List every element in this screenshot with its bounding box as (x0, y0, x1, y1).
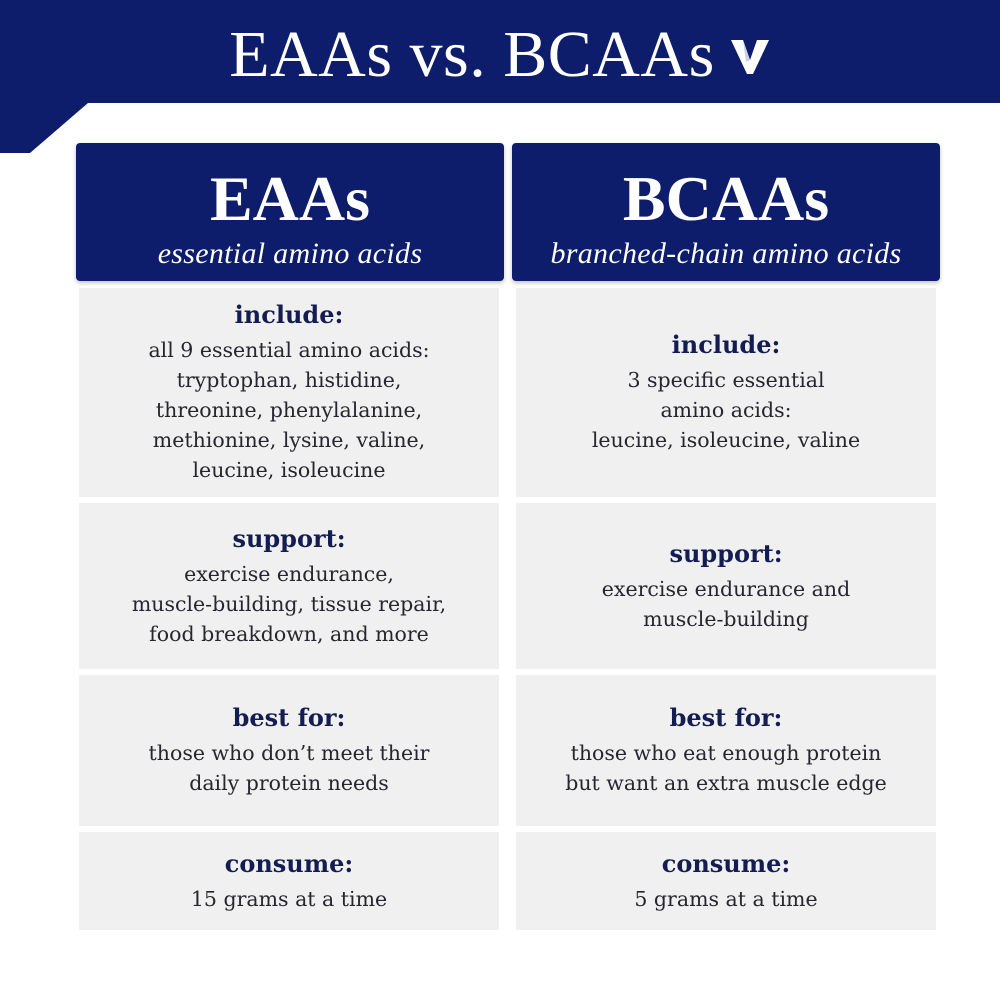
eaas-abbreviation: EAAs (209, 163, 371, 234)
cell-label: best for: (232, 703, 346, 732)
cell-text-line: exercise endurance, (184, 561, 394, 586)
bcaas-column-header (512, 143, 940, 281)
bcaas-best-for-cell (516, 675, 936, 826)
cell-text-line: amino acids: (660, 398, 792, 422)
eaas-column-header (76, 143, 504, 281)
cell-text-line: tryptophan, histidine, (176, 368, 402, 392)
banner-notch (0, 103, 88, 153)
bcaas-support-cell (516, 503, 936, 669)
cell-text-line: but want an extra muscle edge (565, 771, 887, 795)
eaas-best-for-cell (79, 675, 499, 826)
cell-label: include: (234, 300, 344, 329)
eaas-full-name: essential amino acids (157, 237, 423, 270)
cell-text-line: 15 grams at a time (190, 886, 388, 911)
title-bar (0, 0, 1000, 103)
cell-text-line: 3 specific essential (627, 368, 825, 392)
eaas-support-cell (79, 503, 499, 669)
bcaas-include-cell (516, 288, 936, 497)
cell-label: consume: (661, 848, 791, 878)
cell-text-line: methionine, lysine, valine, (152, 428, 426, 452)
cell-text-line: muscle-building (643, 606, 809, 631)
cell-text-line: food breakdown, and more (149, 621, 429, 646)
cell-label: consume: (224, 848, 354, 878)
cell-text-line: daily protein needs (189, 771, 389, 795)
cell-text-line: leucine, isoleucine (192, 458, 386, 482)
cell-text-line: leucine, isoleucine, valine (591, 428, 861, 452)
bcaas-consume-cell (516, 832, 936, 930)
cell-text-line: 5 grams at a time (634, 886, 818, 911)
cell-label: support: (232, 523, 346, 553)
cell-text-line: muscle-building, tissue repair, (131, 591, 447, 616)
cell-text-line: those who eat enough protein (570, 741, 882, 765)
v-brand-icon (729, 38, 771, 76)
cell-text-line: those who don’t meet their (148, 741, 430, 765)
bcaas-full-name: branched-chain amino acids (550, 237, 902, 270)
eaas-consume-cell (79, 832, 499, 930)
cell-label: support: (669, 538, 783, 568)
cell-text-line: all 9 essential amino acids: (148, 338, 430, 362)
cell-label: best for: (669, 703, 783, 732)
cell-text-line: threonine, phenylalanine, (155, 398, 423, 422)
cell-label: include: (671, 330, 781, 359)
cell-text-line: exercise endurance and (601, 576, 851, 601)
eaas-include-cell (79, 288, 499, 497)
page-title: EAAs vs. BCAAs (229, 17, 715, 91)
bcaas-abbreviation: BCAAs (622, 163, 830, 234)
